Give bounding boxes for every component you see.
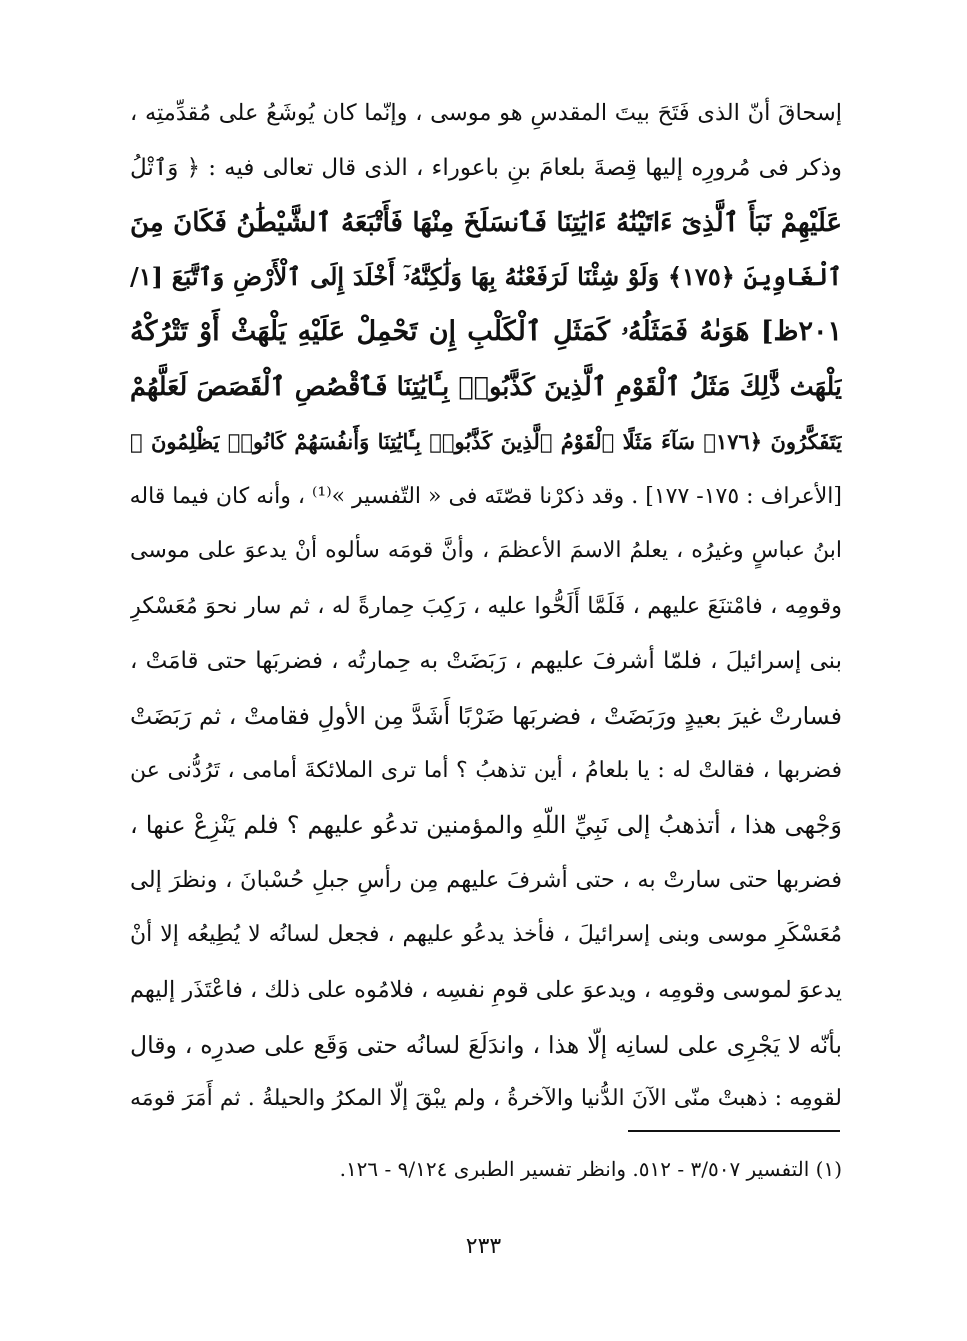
text-line: لقومِه : ذهبتْ منّى الآنَ الدُّنيا والآخرةُ ، ولم يبْقَ إلّا المكرُ والحيلةُ . ثم أَمَرَ قومَه bbox=[130, 1086, 842, 1112]
quran-verse-line: ٢٠١ظ] هَوَىٰهُ فَمَثَلُهُۥ كَمَثَلِ ٱلْكَلْبِ إِن تَحْمِلْ عَلَيْهِ يَلْهَثْ أَوْ تَتْرُكْهُ bbox=[130, 316, 842, 348]
quran-verse-line: ٱلْغَاوِينَ ﴿١٧٥﴾ وَلَوْ شِئْنَا لَرَفَعْنَٰهُ بِهَا وَلَٰكِنَّهُۥٓ أَخْلَدَ إِلَى ٱلْأَرْضِ وَٱتَّبَعَ [١/ bbox=[130, 262, 842, 292]
text-line: فسارتْ غيرَ بعيدٍ ورَبَضَتْ ، فضربَها ضَرْبًا أَشَدَّ مِن الأولِ فقامتْ ، ثم رَبَضَتْ bbox=[130, 701, 842, 730]
text-line: بأنّه لا يَجْرِى على لسانِه إلّا هذا ، واندَلَعَ لسانُه حتى وَقَع على صدرِه ، وقال bbox=[130, 1030, 842, 1059]
text-line: فضربها حتى سارتْ به ، حتى أشرفَ عليهم مِن رأسِ جبلِ حُسْبانَ ، ونظرَ إلى bbox=[130, 867, 842, 894]
main-text bbox=[130, 86, 842, 1127]
quran-verse-line: يَتَفَكَّرُونَ ﴿١٧٦﴾ سَآءَ مَثَلًا ٱلْقَوْمُ ٱلَّذِينَ كَذَّبُوا۟ بِـَٔايَٰتِنَا وَأَنفُسَهُمْ كَانُوا۟ يَظْلِمُونَ ﴾ bbox=[130, 428, 842, 454]
page-number: ٢٣٣ bbox=[465, 1234, 502, 1259]
text-line: ابنُ عباسٍ وغيرُه ، يعلمُ الاسمَ الأعظمَ ، وأنَّ قومَه سألوه أنْ يدعوَ على موسى bbox=[130, 538, 842, 564]
text-line: فضربها ، فقالتْ له : يا بلعامُ ، أين تذهبُ ؟ أما ترى الملائكةَ أمامى ، تَرُدُّنى عن bbox=[130, 757, 842, 783]
text-line: وذكر فى مُرورِه إليها قِصةَ بلعامَ بنِ باعوراء ، الذى قال تعالى فيه : ﴿ وَٱتْلُ bbox=[130, 154, 842, 181]
text-line: وَجْهى هذا ، أتذهبُ إلى نَبِيِّ اللّهِ والمؤمنين تدعُو عليهم ؟ فلم يَنْزِعْ عنها ، bbox=[130, 811, 842, 840]
text-line: [الأعراف : ١٧٥- ١٧٧] . وقد ذكرْنا قصّتَه فى « التّفسير »⁽¹⁾ ، وأنه كان فيما قاله bbox=[130, 483, 842, 509]
text-line: يدعوَ لموسى وقومِه ، ويدعوَ على قومِ نفسِه ، فلامُوه على ذلك ، فاعْتَذَر إليهم bbox=[130, 976, 842, 1003]
text-line: مُعَسْكَرِ موسى وبنى إسرائيلَ ، فأخذ يدعُو عليهم ، فجعل لسانُه لا يُطِيعُه إلا أنْ bbox=[130, 921, 842, 947]
text-line: إسحاقَ أنّ الذى فَتَحَ بيتَ المقدسِ هو موسى ، وإنّما كان يُوشَعُ على مُقدِّمتِه ، bbox=[130, 100, 842, 126]
text-line: وقومِه ، فامْتنَعَ عليهم ، فَلَمَّا أَلَحُّوا عليه ، رَكِبَ حِمارةً له ، ثم سار نحوَ مُعَسْكرِ bbox=[130, 593, 842, 620]
text-line: بنى إسرائيلَ ، فلمّا أشرفَ عليهم ، رَبَضَتْ به حِمارتُه ، فضربَها حتى قامَتْ ، bbox=[130, 647, 842, 674]
quran-verse-line: يَلْهَث ذَّٰلِكَ مَثَلُ ٱلْقَوْمِ ٱلَّذِينَ كَذَّبُوا۟ بِـَٔايَٰتِنَا فَٱقْصُصِ ٱلْقَصَصَ لَعَلَّهُمْ bbox=[130, 371, 842, 402]
footnote: (١) التفسير ٣/٥٠٧ - ٥١٢. وانظر تفسير الطبرى ٩/١٢٤ - ١٢٦. bbox=[339, 1157, 842, 1181]
quran-verse-line: عَلَيْهِمْ نَبَأَ ٱلَّذِىٓ ءَاتَيْنَٰهُ ءَايَٰتِنَا فَٱنسَلَخَ مِنْهَا فَأَتْبَعَهُ ٱلشَّيْطَٰنُ فَكَانَ مِنَ bbox=[130, 207, 842, 238]
footnote-separator bbox=[628, 1130, 840, 1132]
